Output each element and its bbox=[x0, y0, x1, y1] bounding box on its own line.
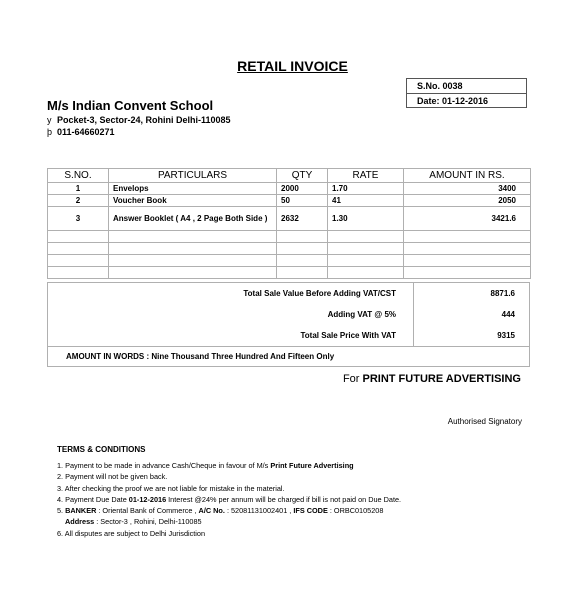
for-company-name: PRINT FUTURE ADVERTISING bbox=[362, 373, 521, 385]
table-row bbox=[48, 195, 531, 207]
header-sno: S.NO. bbox=[48, 169, 109, 183]
cell-particulars: Voucher Book bbox=[109, 195, 277, 207]
terms-list bbox=[57, 460, 401, 539]
for-company-line bbox=[343, 373, 521, 385]
total-before-vat-row bbox=[48, 283, 529, 304]
header-rate: RATE bbox=[328, 169, 404, 183]
for-prefix: For bbox=[342, 373, 360, 385]
cell-qty: 50 bbox=[277, 195, 328, 207]
terms-title: TERMS & CONDITIONS bbox=[57, 445, 146, 454]
term-4: 4. Payment Due Date 01-12-2016 Interest @24% per annum will be charged if bill is not paid on Due Date. bbox=[57, 494, 402, 504]
phone-text: 011-64660271 bbox=[57, 127, 115, 137]
total-with-vat-row bbox=[48, 325, 529, 346]
total-before-vat-value: 8871.6 bbox=[490, 289, 515, 298]
term-1-company: Print Future Advertising bbox=[270, 461, 354, 470]
table-row bbox=[48, 207, 531, 231]
empty-row bbox=[48, 231, 531, 243]
vat-value: 444 bbox=[501, 310, 515, 319]
cell-qty: 2000 bbox=[277, 183, 328, 195]
term-4-date: 01-12-2016 bbox=[128, 494, 167, 504]
amount-in-words: AMOUNT IN WORDS : Nine Thousand Three Hundred And Fifteen Only bbox=[48, 346, 529, 366]
empty-row bbox=[48, 255, 531, 267]
cell-rate: 41 bbox=[328, 195, 404, 207]
header-qty: QTY bbox=[277, 169, 328, 183]
header-particulars: PARTICULARS bbox=[109, 169, 277, 183]
cell-sno: 1 bbox=[48, 183, 109, 195]
vat-row bbox=[48, 304, 529, 325]
cell-qty: 2632 bbox=[277, 207, 328, 231]
company-name: M/s Indian Convent School bbox=[47, 98, 214, 113]
cell-particulars: Envelops bbox=[109, 183, 277, 195]
authorised-signatory: Authorised Signatory bbox=[447, 417, 522, 426]
total-with-vat-value: 9315 bbox=[497, 331, 515, 340]
cell-rate: 1.70 bbox=[328, 183, 404, 195]
address-glyph: y bbox=[47, 115, 52, 125]
phone-glyph: þ bbox=[47, 127, 53, 137]
items-table bbox=[47, 168, 531, 279]
empty-row bbox=[48, 243, 531, 255]
term-5-address: Address : Sector-3 , Rohini, Delhi-110085 bbox=[65, 517, 202, 527]
term-3: 3. After checking the proof we are not liable for mistake in the material. bbox=[57, 483, 285, 493]
term-5: 5. BANKER : Oriental Bank of Commerce , A/C No. : 52081131002401 , IFS CODE : ORBC0105208 bbox=[57, 506, 384, 516]
cell-sno: 2 bbox=[48, 195, 109, 207]
total-with-vat-label: Total Sale Price With VAT bbox=[300, 331, 396, 340]
cell-amount: 3400 bbox=[404, 183, 531, 195]
table-row bbox=[48, 183, 531, 195]
term-6: 6. All disputes are subject to Delhi Jurisdiction bbox=[57, 528, 206, 538]
cell-amount: 3421.6 bbox=[404, 207, 531, 231]
table-header-row bbox=[48, 169, 531, 183]
vat-label: Adding VAT @ 5% bbox=[327, 310, 396, 319]
cell-particulars: Answer Booklet ( A4 , 2 Page Both Side ) bbox=[109, 207, 277, 231]
term-1: 1. Payment to be made in advance Cash/Cheque in favour of M/s Print Future Advertising bbox=[57, 461, 354, 470]
total-before-vat-label: Total Sale Value Before Adding VAT/CST bbox=[243, 289, 396, 298]
invoice-date: Date: 01-12-2016 bbox=[407, 93, 526, 107]
cell-amount: 2050 bbox=[404, 195, 531, 207]
header-amount: AMOUNT IN RS. bbox=[404, 169, 531, 183]
empty-row bbox=[48, 267, 531, 279]
invoice-number-box bbox=[406, 78, 527, 108]
totals-box bbox=[47, 282, 530, 367]
serial-number: S.No. 0038 bbox=[417, 81, 463, 91]
address-line bbox=[47, 115, 231, 125]
cell-rate: 1.30 bbox=[328, 207, 404, 231]
cell-sno: 3 bbox=[48, 207, 109, 231]
invoice-title: RETAIL INVOICE bbox=[237, 58, 348, 74]
phone-line bbox=[47, 127, 115, 137]
term-2: 2. Payment will not be given back. bbox=[57, 472, 168, 482]
address-text: Pocket-3, Sector-24, Rohini Delhi-110085 bbox=[57, 115, 231, 125]
